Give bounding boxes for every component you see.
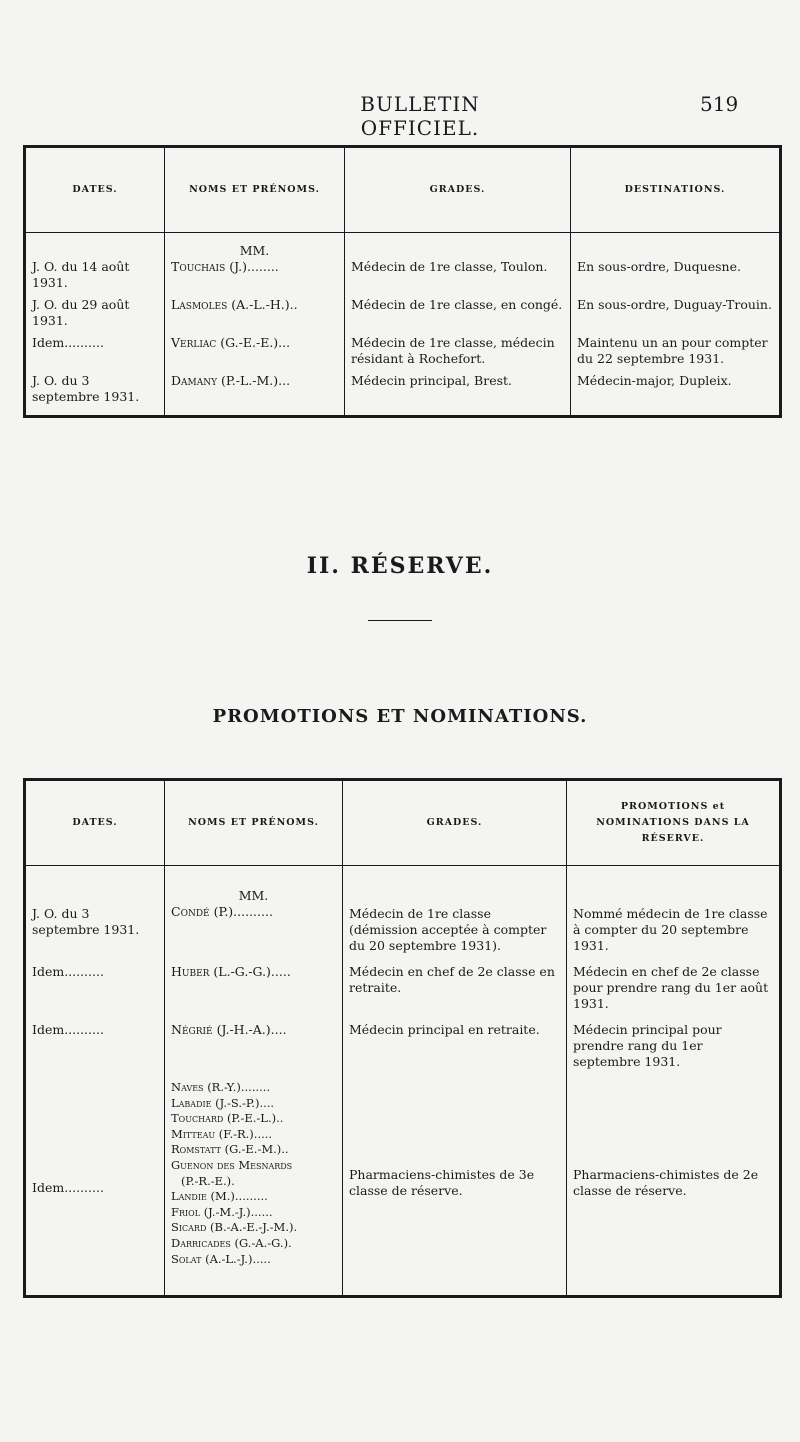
list-item: Romstatt (G.-E.-M.).. [171, 1142, 289, 1157]
date-cell: J. O. du 3 septembre 1931. [32, 373, 140, 404]
grade-cell: Médecin de 1re classe, en congé. [351, 297, 563, 312]
name-cell: Condé (P.).......... [171, 904, 273, 919]
date-cell: Idem.......... [32, 1179, 104, 1195]
date-cell: J. O. du 29 août 1931. [32, 297, 130, 328]
reserve-promotions-table [23, 778, 782, 1298]
list-item: Labadie (J.-S.-P.).... [171, 1095, 275, 1110]
table-row [25, 866, 781, 955]
name-cell: Huber (L.-G.-G.)..... [171, 964, 291, 979]
names-list [171, 1080, 336, 1267]
grade-cell: Médecin en chef de 2e classe en retraite. [349, 964, 555, 995]
page-title: BULLETIN OFFICIEL. [360, 92, 480, 140]
mm-label: MM. [238, 888, 269, 903]
list-item: Guenon des Mesnards [171, 1157, 293, 1172]
destination-cell: Maintenu un an pour compter du 22 septembre 1931. [577, 335, 768, 366]
grade-cell: Médecin de 1re classe (démission acceptée à compter du 20 septembre 1931). [349, 906, 547, 953]
name-cell: Négrié (J.-H.-A.).... [171, 1022, 287, 1037]
column-header-grades: GRADES. [343, 780, 567, 866]
list-item: Sicard (B.-A.-E.-J.-M.). [171, 1220, 298, 1235]
name-cell: Lasmoles (A.-L.-H.).. [171, 297, 298, 312]
mm-label: MM. [239, 243, 270, 258]
grade-cell: Médecin principal en retraite. [349, 1022, 540, 1037]
table-row [25, 291, 781, 329]
section-title: II. RÉSERVE. [306, 553, 494, 579]
date-cell: Idem.......... [32, 964, 104, 979]
promotion-cell: Médecin principal pour prendre rang du 1er septembre 1931. [573, 1022, 722, 1069]
column-header-dates: DATES. [25, 147, 165, 233]
column-header-promotions: PROMOTIONS et NOMINATIONS DANS LA RÉSERVE. [567, 780, 781, 866]
name-cell: Damany (P.-L.-M.)... [171, 373, 291, 388]
table-row [25, 367, 781, 417]
promotion-cell: Pharmaciens-chimistes de 2e classe de réserve. [573, 1166, 759, 1198]
column-header-names: NOMS ET PRÉNOMS. [165, 780, 343, 866]
date-cell: J. O. du 14 août 1931. [32, 259, 130, 290]
column-header-names: NOMS ET PRÉNOMS. [165, 147, 345, 233]
table-row [25, 1012, 781, 1070]
destination-cell: Médecin-major, Dupleix. [577, 373, 732, 388]
destination-cell: En sous-ordre, Duquesne. [577, 259, 741, 274]
page-header [0, 92, 800, 140]
table-row [25, 329, 781, 367]
date-cell: Idem.......... [32, 1022, 104, 1037]
grade-cell: Médecin de 1re classe, médecin résidant à Rochefort. [351, 335, 555, 366]
list-item: Landie (M.)......... [171, 1189, 268, 1204]
list-item: Mitteau (F.-R.)..... [171, 1126, 273, 1141]
name-cell: Verliac (G.-E.-E.)... [171, 335, 291, 350]
promotion-cell: Nommé médecin de 1re classe à compter du 20 septembre 1931. [573, 906, 768, 953]
divider [368, 620, 432, 621]
list-item: Solat (A.-L.-J.)..... [171, 1251, 271, 1266]
table-row [25, 233, 781, 292]
name-cell: Touchais (J.)........ [171, 259, 279, 274]
list-item: Naves (R.-Y.)........ [171, 1080, 271, 1094]
date-cell: Idem.......... [32, 335, 104, 350]
date-cell: J. O. du 3 septembre 1931. [32, 906, 140, 937]
column-header-dates: DATES. [25, 780, 165, 866]
destination-cell: En sous-ordre, Duguay-Trouin. [577, 297, 772, 312]
column-header-destinations: DESTINATIONS. [571, 147, 781, 233]
destinations-table [23, 145, 782, 418]
table-row [25, 954, 781, 1012]
section-subtitle: PROMOTIONS ET NOMINATIONS. [212, 706, 588, 727]
table-header-row [25, 780, 781, 866]
grade-cell: Médecin de 1re classe, Toulon. [351, 259, 548, 274]
list-item: Touchard (P.-E.-L.).. [171, 1111, 284, 1126]
table-row [25, 1070, 781, 1297]
list-item: Darricades (G.-A.-G.). [171, 1235, 292, 1250]
list-item: Friol (J.-M.-J.)...... [171, 1204, 273, 1219]
grade-cell: Médecin principal, Brest. [351, 373, 513, 388]
page-number: 519 [700, 92, 739, 116]
list-item: (P.-R.-E.). [181, 1173, 235, 1188]
promotion-cell: Médecin en chef de 2e classe pour prendre rang du 1er août 1931. [573, 964, 769, 1011]
grade-cell: Pharmaciens-chimistes de 3e classe de réserve. [349, 1166, 535, 1198]
table-header-row [25, 147, 781, 233]
column-header-grades: GRADES. [345, 147, 571, 233]
